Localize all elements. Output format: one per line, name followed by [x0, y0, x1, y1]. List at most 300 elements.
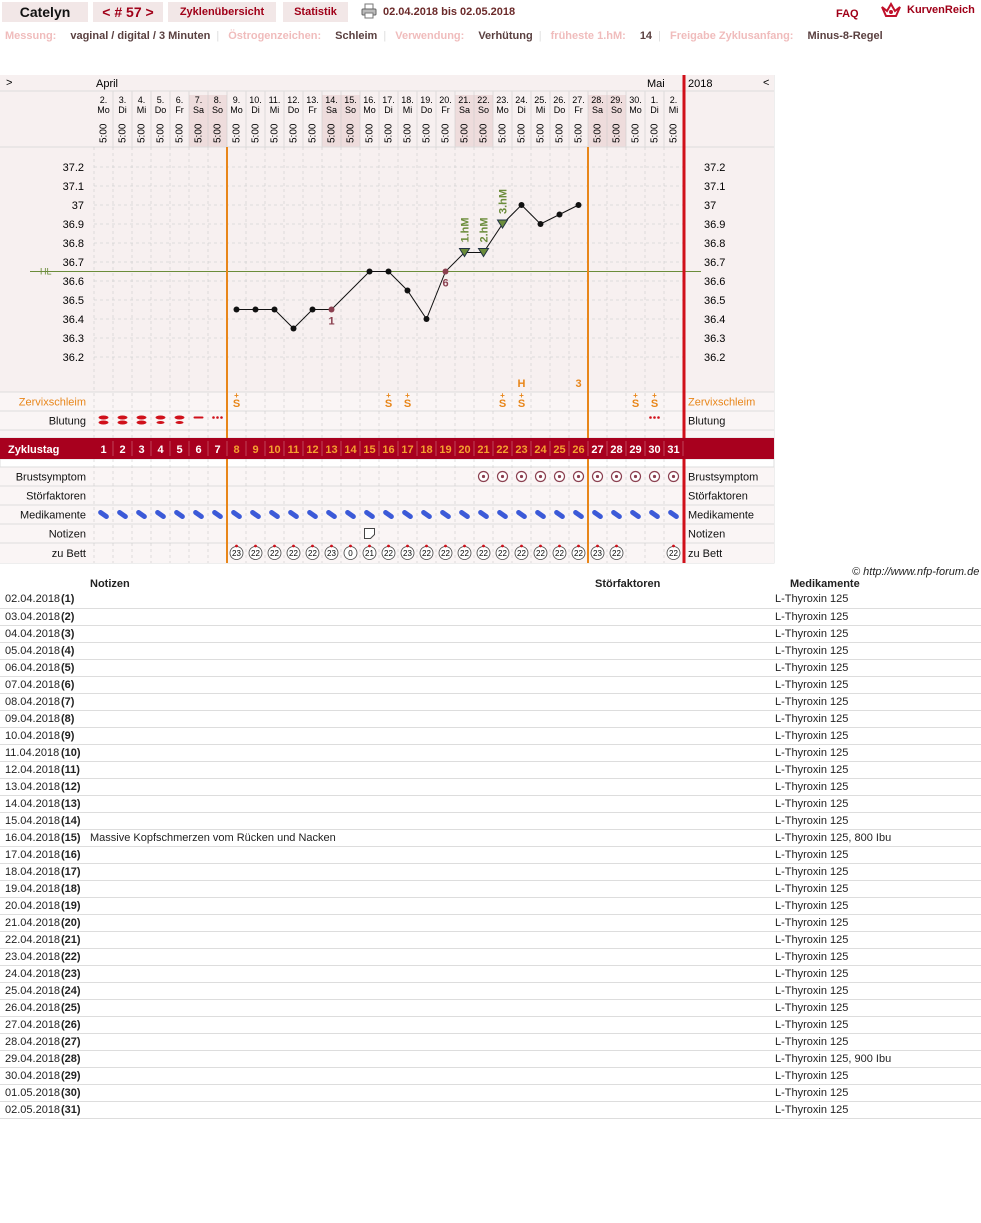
- table-row: [0, 982, 981, 999]
- day-weekday: Do: [553, 105, 566, 115]
- bleeding-mark: [118, 421, 128, 425]
- row-medication: L-Thyroxin 125: [775, 880, 981, 897]
- measure-time: 5:00: [326, 123, 338, 143]
- row-label-breast: Brustsymptom: [15, 471, 86, 484]
- row-note: [90, 659, 775, 676]
- cervix-plus: +: [386, 391, 391, 400]
- hm-label: 3.hM: [497, 188, 510, 214]
- row-cycle-day: (29): [61, 1067, 90, 1084]
- row-label-disturb: Störfaktoren: [26, 490, 86, 503]
- breast-symptom-dot: [596, 475, 599, 478]
- cycle-navigator[interactable]: < # 57 >: [93, 2, 163, 22]
- meta-separator: |: [658, 30, 661, 42]
- row-medication: L-Thyroxin 125: [775, 914, 981, 931]
- row-note: [90, 1067, 775, 1084]
- bleeding-mark: [118, 416, 128, 420]
- bleeding-spot: [653, 416, 656, 419]
- day-weekday: Di: [517, 105, 526, 115]
- bedtime-marker: [577, 545, 580, 548]
- bedtime-value: 22: [612, 549, 621, 558]
- table-row: [0, 897, 981, 914]
- row-date: 20.04.2018: [0, 897, 61, 914]
- bedtime-value: 22: [251, 549, 260, 558]
- day-weekday: Mi: [269, 105, 280, 115]
- row-medication: L-Thyroxin 125: [775, 1016, 981, 1033]
- table-row: [0, 1050, 981, 1067]
- row-cycle-day: (27): [61, 1033, 90, 1050]
- row-cycle-day: (9): [61, 727, 90, 744]
- cycle-day-number: 25: [553, 444, 566, 456]
- measure-time: 5:00: [478, 123, 490, 143]
- header-notes: [90, 576, 775, 591]
- temperature-point: [329, 307, 335, 313]
- header-date: [0, 576, 61, 591]
- row-cycle-day: (24): [61, 982, 90, 999]
- row-date: 19.04.2018: [0, 880, 61, 897]
- bedtime-value: 22: [669, 549, 678, 558]
- cycle-day-number: 31: [667, 444, 680, 456]
- cervix-symbol: S: [498, 398, 507, 410]
- cycle-day-number: 18: [420, 444, 433, 456]
- row-note: [90, 1084, 775, 1101]
- cycle-day-number: 21: [477, 444, 490, 456]
- row-note: [90, 897, 775, 914]
- cervix-plus: +: [652, 391, 657, 400]
- meta-label: Verwendung:: [395, 30, 465, 42]
- row-date: 07.04.2018: [0, 676, 61, 693]
- cycle-day-number: 24: [534, 444, 547, 456]
- row-date: 27.04.2018: [0, 1016, 61, 1033]
- bleeding-mark: [137, 421, 147, 425]
- meta-label: Freigabe Zyklusanfang:: [669, 30, 794, 42]
- bedtime-value: 22: [308, 549, 317, 558]
- day-weekday: So: [344, 105, 357, 115]
- row-date: 09.04.2018: [0, 710, 61, 727]
- row-cycle-day: (23): [61, 965, 90, 982]
- cycle-day-number: 11: [287, 444, 300, 456]
- measure-time: 5:00: [630, 123, 642, 143]
- cervix-symbol: S: [384, 398, 393, 410]
- day-weekday: So: [610, 105, 623, 115]
- hm-label: 1.hM: [459, 217, 472, 243]
- row-date: 04.04.2018: [0, 625, 61, 642]
- breast-symptom-dot: [634, 475, 637, 478]
- measure-time: 5:00: [193, 123, 205, 143]
- meta-value: Verhütung: [478, 30, 533, 42]
- bedtime-value: 22: [536, 549, 545, 558]
- row-medication: L-Thyroxin 125: [775, 642, 981, 659]
- row-date: 16.04.2018: [0, 829, 61, 846]
- breast-symptom-dot: [520, 475, 523, 478]
- row-date: 14.04.2018: [0, 795, 61, 812]
- row-date: 26.04.2018: [0, 999, 61, 1016]
- table-row: [0, 693, 981, 710]
- y-tick-left: 37: [71, 200, 84, 212]
- day-date: 29.: [610, 95, 623, 105]
- row-cycle-day: (31): [61, 1101, 90, 1118]
- row-medication: L-Thyroxin 125: [775, 897, 981, 914]
- day-weekday: Do: [154, 105, 167, 115]
- row-date: 03.04.2018: [0, 608, 61, 625]
- table-row: [0, 1084, 981, 1101]
- row-note: [90, 744, 775, 761]
- y-tick-left: 36.9: [62, 219, 84, 231]
- row-cycle-day: (30): [61, 1084, 90, 1101]
- row-date: 08.04.2018: [0, 693, 61, 710]
- bedtime-marker: [387, 545, 390, 548]
- peak-marker: 3: [575, 378, 582, 390]
- brand-name[interactable]: KurvenReich: [907, 4, 975, 16]
- row-medication: L-Thyroxin 125: [775, 778, 981, 795]
- row-date: 15.04.2018: [0, 812, 61, 829]
- bedtime-marker: [558, 545, 561, 548]
- measure-time: 5:00: [535, 123, 547, 143]
- temperature-point: [424, 316, 430, 322]
- row-note: [90, 1101, 775, 1118]
- measure-time: 5:00: [459, 123, 471, 143]
- cycle-chart: [0, 75, 775, 565]
- table-row: [0, 965, 981, 982]
- bedtime-marker: [615, 545, 618, 548]
- cervix-plus: +: [234, 391, 239, 400]
- row-note: [90, 693, 775, 710]
- y-tick-right: 36.4: [704, 314, 726, 326]
- table-row: [0, 846, 981, 863]
- row-note: [90, 608, 775, 625]
- bedtime-marker: [463, 545, 466, 548]
- cycle-day-number: 6: [195, 444, 202, 456]
- row-note: [90, 1050, 775, 1067]
- day-date: 15.: [344, 95, 357, 105]
- row-medication: L-Thyroxin 125: [775, 1101, 981, 1118]
- cycle-day-number: 22: [496, 444, 509, 456]
- day-date: 7.: [194, 95, 203, 105]
- row-cycle-day: (12): [61, 778, 90, 795]
- row-cycle-day: (1): [61, 591, 90, 608]
- row-medication: L-Thyroxin 125: [775, 744, 981, 761]
- cycle-day-number: 10: [268, 444, 281, 456]
- day-weekday: So: [211, 105, 224, 115]
- header-meds: Medikamente: [790, 577, 860, 590]
- day-weekday: Mi: [402, 105, 413, 115]
- row-note: [90, 982, 775, 999]
- row-note: [90, 880, 775, 897]
- row-medication: L-Thyroxin 125: [775, 812, 981, 829]
- printer-icon[interactable]: [361, 3, 377, 19]
- row-note: [90, 761, 775, 778]
- row-cycle-day: (19): [61, 897, 90, 914]
- row-note: [90, 812, 775, 829]
- cervix-symbol: S: [517, 398, 526, 410]
- row-medication: L-Thyroxin 125: [775, 659, 981, 676]
- faq-link[interactable]: FAQ: [836, 8, 859, 20]
- bedtime-value: 21: [365, 549, 374, 558]
- nav-next-arrow[interactable]: <: [763, 77, 770, 89]
- bleeding-mark: [157, 421, 165, 424]
- cycle-day-number: 3: [138, 444, 145, 456]
- temperature-point: [386, 269, 392, 275]
- row-label-meds: Medikamente: [19, 509, 86, 522]
- row-cycle-day: (26): [61, 1016, 90, 1033]
- row-label-right-disturb: Störfaktoren: [688, 490, 748, 503]
- top-bar: [0, 0, 981, 24]
- bedtime-marker: [349, 545, 352, 548]
- meta-separator: |: [216, 30, 220, 42]
- bedtime-value: 22: [517, 549, 526, 558]
- day-weekday: Do: [420, 105, 433, 115]
- table-row: [0, 761, 981, 778]
- row-date: 18.04.2018: [0, 863, 61, 880]
- bedtime-value: 22: [270, 549, 279, 558]
- measure-time: 5:00: [174, 123, 186, 143]
- row-cycle-day: (18): [61, 880, 90, 897]
- table-row: [0, 1016, 981, 1033]
- table-row: [0, 642, 981, 659]
- temperature-point: [310, 307, 316, 313]
- temperature-point: [443, 269, 449, 275]
- bedtime-marker: [482, 545, 485, 548]
- measure-time: 5:00: [98, 123, 110, 143]
- measure-time: 5:00: [231, 123, 243, 143]
- measure-time: 5:00: [250, 123, 262, 143]
- bedtime-marker: [311, 545, 314, 548]
- measure-time: 5:00: [668, 123, 680, 143]
- bleeding-mark: [156, 416, 166, 420]
- table-row: [0, 1033, 981, 1050]
- measure-time: 5:00: [554, 123, 566, 143]
- bedtime-marker: [235, 545, 238, 548]
- y-tick-right: 36.2: [704, 352, 726, 364]
- day-weekday: Fr: [175, 105, 184, 115]
- row-date: 28.04.2018: [0, 1033, 61, 1050]
- cycle-day-number: 12: [306, 444, 319, 456]
- bedtime-marker: [254, 545, 257, 548]
- day-weekday: Do: [287, 105, 300, 115]
- bedtime-marker: [273, 545, 276, 548]
- day-date: 12.: [287, 95, 300, 105]
- row-date: 29.04.2018: [0, 1050, 61, 1067]
- day-date: 21.: [458, 95, 471, 105]
- breast-symptom-dot: [558, 475, 561, 478]
- day-weekday: Mi: [136, 105, 147, 115]
- y-tick-left: 36.3: [62, 333, 84, 345]
- row-label-right-meds: Medikamente: [688, 509, 755, 522]
- day-date: 22.: [477, 95, 490, 105]
- table-row: [0, 812, 981, 829]
- row-cycle-day: (22): [61, 948, 90, 965]
- row-note: [90, 931, 775, 948]
- measure-time: 5:00: [117, 123, 129, 143]
- table-header-row: [0, 576, 981, 591]
- bleeding-mark: [175, 416, 185, 420]
- y-tick-right: 37.1: [704, 181, 726, 193]
- meta-separator: |: [538, 30, 542, 42]
- table-row: [0, 829, 981, 846]
- row-label-right-breast: Brustsymptom: [688, 471, 759, 484]
- row-label-right-notes: Notizen: [688, 528, 726, 541]
- day-weekday: Di: [251, 105, 260, 115]
- day-weekday: Fr: [441, 105, 450, 115]
- day-date: 23.: [496, 95, 509, 105]
- day-date: 10.: [249, 95, 262, 105]
- low-count-label: 1: [328, 315, 335, 328]
- table-row: [0, 727, 981, 744]
- header-notes-label: Notizen: [90, 577, 130, 590]
- nav-statistics[interactable]: Statistik: [283, 2, 348, 22]
- measure-time: 5:00: [288, 123, 300, 143]
- measure-time: 5:00: [364, 123, 376, 143]
- y-tick-left: 36.6: [62, 276, 84, 288]
- temperature-point: [519, 202, 525, 208]
- row-medication: L-Thyroxin 125, 900 Ibu: [775, 1050, 981, 1067]
- cycle-day-number: 19: [439, 444, 452, 456]
- cycle-day-number: 9: [252, 444, 259, 456]
- day-weekday: So: [477, 105, 490, 115]
- cycle-day-number: 4: [157, 444, 164, 456]
- row-note: [90, 642, 775, 659]
- bedtime-value: 22: [555, 549, 564, 558]
- crown-icon[interactable]: [880, 2, 902, 20]
- month-label: Mai: [647, 78, 665, 90]
- row-note: [90, 965, 775, 982]
- day-weekday: Di: [384, 105, 393, 115]
- table-row: [0, 1067, 981, 1084]
- bedtime-value: 22: [479, 549, 488, 558]
- bedtime-value: 22: [460, 549, 469, 558]
- row-note: [90, 914, 775, 931]
- day-date: 25.: [534, 95, 547, 105]
- row-date: 21.04.2018: [0, 914, 61, 931]
- row-date: 12.04.2018: [0, 761, 61, 778]
- nav-cycle-overview[interactable]: Zyklenübersicht: [168, 2, 276, 22]
- y-tick-left: 36.7: [62, 257, 84, 269]
- breast-symptom-dot: [615, 475, 618, 478]
- row-cycle-day: (17): [61, 863, 90, 880]
- day-weekday: Mo: [230, 105, 243, 115]
- header-num: [61, 576, 90, 591]
- day-date: 3.: [118, 95, 127, 105]
- row-note: [90, 591, 775, 608]
- breast-symptom-dot: [539, 475, 542, 478]
- y-tick-right: 36.7: [704, 257, 726, 269]
- row-date: 06.04.2018: [0, 659, 61, 676]
- bedtime-value: 0: [348, 549, 353, 558]
- day-date: 13.: [306, 95, 319, 105]
- day-date: 6.: [175, 95, 184, 105]
- y-tick-left: 36.2: [62, 352, 84, 364]
- row-cycle-day: (2): [61, 608, 90, 625]
- row-medication: L-Thyroxin 125: [775, 1084, 981, 1101]
- measure-time: 5:00: [611, 123, 623, 143]
- y-tick-right: 37: [704, 200, 717, 212]
- row-medication: L-Thyroxin 125: [775, 727, 981, 744]
- hl-label: HL: [40, 266, 52, 277]
- cycle-day-number: 29: [629, 444, 642, 456]
- table-row: [0, 999, 981, 1016]
- bleeding-mark: [176, 421, 184, 424]
- bedtime-marker: [425, 545, 428, 548]
- bleeding-light: [194, 417, 204, 419]
- row-medication: L-Thyroxin 125: [775, 693, 981, 710]
- month-label: April: [96, 78, 119, 90]
- row-medication: L-Thyroxin 125: [775, 863, 981, 880]
- row-medication: L-Thyroxin 125: [775, 931, 981, 948]
- table-row: [0, 710, 981, 727]
- nav-prev-arrow[interactable]: >: [6, 77, 13, 89]
- row-label-cervix: Zervixschleim: [18, 396, 86, 409]
- breast-symptom-dot: [577, 475, 580, 478]
- row-medication: L-Thyroxin 125: [775, 591, 981, 608]
- measure-time: 5:00: [649, 123, 661, 143]
- table-row: [0, 744, 981, 761]
- cycle-day-number: 14: [344, 444, 357, 456]
- temperature-point: [291, 326, 297, 332]
- row-medication: L-Thyroxin 125: [775, 999, 981, 1016]
- measure-time: 5:00: [516, 123, 528, 143]
- day-date: 14.: [325, 95, 338, 105]
- breast-symptom-dot: [672, 475, 675, 478]
- breast-symptom-dot: [501, 475, 504, 478]
- cervix-symbol: S: [631, 398, 640, 410]
- meta-value: Schleim: [335, 30, 378, 42]
- row-label-right-bed: zu Bett: [688, 548, 723, 560]
- bedtime-marker: [520, 545, 523, 548]
- measure-time: 5:00: [573, 123, 585, 143]
- y-tick-right: 37.2: [704, 162, 726, 174]
- measure-time: 5:00: [592, 123, 604, 143]
- meta-value: vaginal / digital / 3 Minuten: [70, 30, 211, 42]
- row-cycle-day: (14): [61, 812, 90, 829]
- measure-time: 5:00: [383, 123, 395, 143]
- table-row: [0, 914, 981, 931]
- header-stor-label: Störfaktoren: [595, 577, 661, 590]
- y-tick-left: 37.1: [62, 181, 84, 193]
- row-note: [90, 625, 775, 642]
- cycle-day-number: 16: [382, 444, 395, 456]
- y-tick-right: 36.8: [704, 238, 726, 250]
- day-date: 20.: [439, 95, 452, 105]
- row-medication: L-Thyroxin 125: [775, 965, 981, 982]
- day-date: 17.: [382, 95, 395, 105]
- row-date: 23.04.2018: [0, 948, 61, 965]
- cervix-symbol: S: [403, 398, 412, 410]
- y-tick-right: 36.3: [704, 333, 726, 345]
- table-row: [0, 608, 981, 625]
- row-medication: L-Thyroxin 125, 800 Ibu: [775, 829, 981, 846]
- row-medication: L-Thyroxin 125: [775, 710, 981, 727]
- row-note: [90, 948, 775, 965]
- table-row: [0, 659, 981, 676]
- bedtime-marker: [406, 545, 409, 548]
- bleeding-mark: [99, 416, 109, 420]
- table-row: [0, 676, 981, 693]
- day-weekday: Mo: [363, 105, 376, 115]
- bedtime-value: 23: [403, 549, 412, 558]
- row-date: 01.05.2018: [0, 1084, 61, 1101]
- row-medication: L-Thyroxin 125: [775, 795, 981, 812]
- bedtime-marker: [596, 545, 599, 548]
- day-date: 19.: [420, 95, 433, 105]
- cycle-day-number: 2: [119, 444, 126, 456]
- row-cycle-day: (3): [61, 625, 90, 642]
- y-tick-right: 36.9: [704, 219, 726, 231]
- cycle-day-number: 5: [176, 444, 183, 456]
- cycle-day-label: Zyklustag: [8, 444, 60, 456]
- row-date: 02.04.2018: [0, 591, 61, 608]
- breast-symptom-dot: [482, 475, 485, 478]
- meta-label: früheste 1.hM:: [550, 30, 626, 42]
- row-cycle-day: (6): [61, 676, 90, 693]
